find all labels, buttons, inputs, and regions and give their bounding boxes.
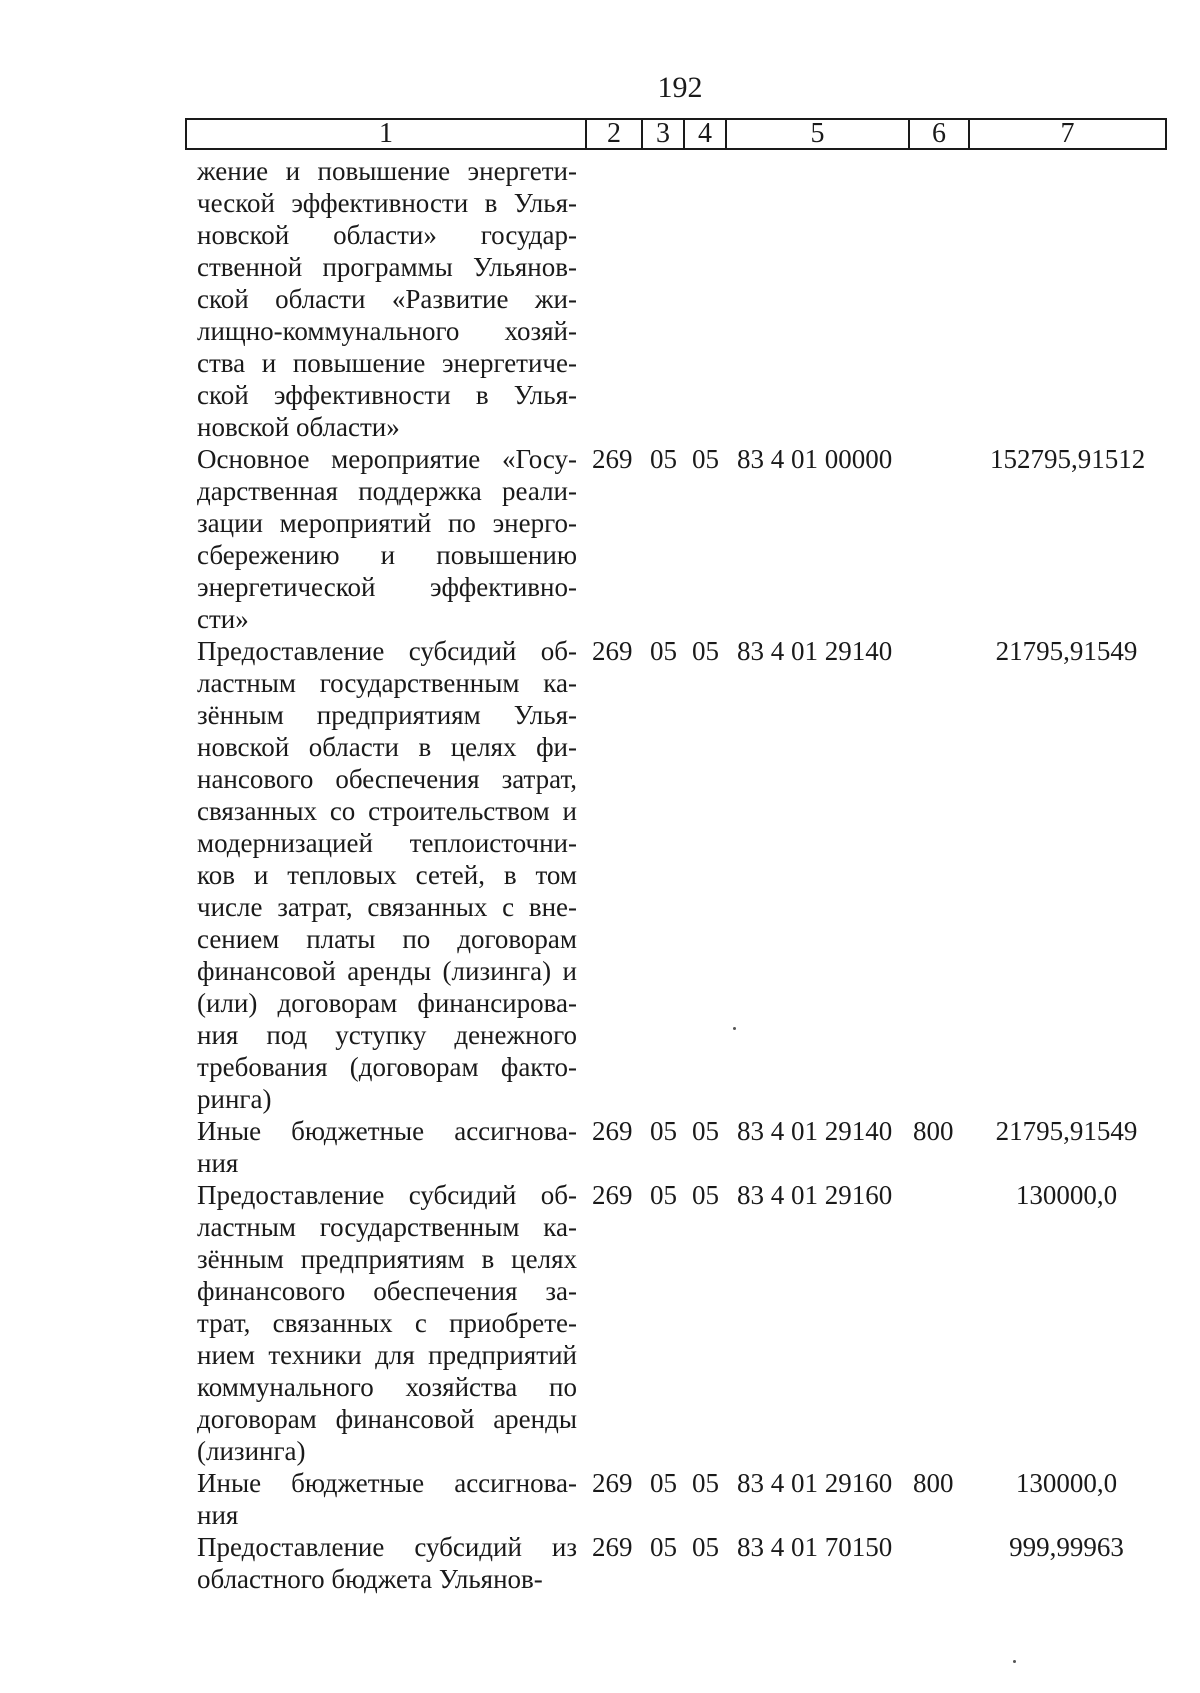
description-line: (лизинга) bbox=[197, 1436, 306, 1466]
description-line: связанных со строительством и bbox=[197, 796, 577, 826]
description-line: сбережению и повышению bbox=[197, 540, 577, 570]
description-line: новской области» bbox=[197, 412, 400, 442]
row-col-7: 999,99963 bbox=[1009, 1532, 1124, 1562]
description-line: Предоставление субсидий об- bbox=[197, 1180, 577, 1210]
row-col-7: 130000,0 bbox=[1015, 1468, 1118, 1498]
description-line: новской области» государ- bbox=[197, 220, 577, 250]
description-line: ской эффективности в Улья- bbox=[197, 380, 577, 410]
row-col-4: 05 bbox=[692, 1116, 719, 1146]
row-col-3: 05 bbox=[650, 1116, 677, 1146]
row-col-2: 269 bbox=[592, 636, 633, 666]
description-line: ческой эффективности в Улья- bbox=[197, 188, 577, 218]
description-line: ния под уступку денежного bbox=[197, 1020, 577, 1050]
row-col-3: 05 bbox=[650, 1532, 677, 1562]
row-col-5: 83 4 01 29140 bbox=[737, 636, 893, 666]
description-line: нансового обеспечения затрат, bbox=[197, 764, 577, 794]
description-line: трат, связанных с приобрете- bbox=[197, 1308, 577, 1338]
description-line: (или) договорам финансирова- bbox=[197, 988, 577, 1018]
row-col-5: 83 4 01 00000 bbox=[737, 444, 893, 474]
description-line: ния bbox=[197, 1500, 239, 1530]
description-line: зации мероприятий по энерго- bbox=[197, 508, 577, 538]
row-col-3: 05 bbox=[650, 444, 677, 474]
header-col-7: 7 bbox=[968, 120, 1165, 148]
row-col-6: 800 bbox=[913, 1468, 954, 1498]
row-col-5: 83 4 01 29140 bbox=[737, 1116, 893, 1146]
row-col-3: 05 bbox=[650, 636, 677, 666]
description-line: энергетической эффективно- bbox=[197, 572, 577, 602]
row-col-2: 269 bbox=[592, 1180, 633, 1210]
description-line: финансовой аренды (лизинга) и bbox=[197, 956, 577, 986]
description-line: лищно-коммунального хозяй- bbox=[197, 316, 577, 346]
page-number: 192 bbox=[657, 71, 703, 104]
description-line: Предоставление субсидий из bbox=[197, 1532, 577, 1562]
description-line: сти» bbox=[197, 604, 249, 634]
row-col-4: 05 bbox=[692, 444, 719, 474]
description-line: дарственная поддержка реали- bbox=[197, 476, 577, 506]
row-col-4: 05 bbox=[692, 1180, 719, 1210]
description-line: новской области в целях фи- bbox=[197, 732, 577, 762]
description-line: Иные бюджетные ассигнова- bbox=[197, 1468, 577, 1498]
row-col-7: 21795,91549 bbox=[995, 636, 1138, 666]
description-line: модернизацией теплоисточни- bbox=[197, 828, 577, 858]
row-col-2: 269 bbox=[592, 1116, 633, 1146]
scan-speck bbox=[1013, 1660, 1016, 1663]
row-col-2: 269 bbox=[592, 444, 633, 474]
row-description bbox=[197, 1179, 577, 1467]
row-col-2: 269 bbox=[592, 1468, 633, 1498]
description-line: зённым предприятиям Улья- bbox=[197, 700, 577, 730]
row-col-6: 800 bbox=[913, 1116, 954, 1146]
description-line: договорам финансовой аренды bbox=[197, 1404, 577, 1434]
row-col-7: 21795,91549 bbox=[995, 1116, 1138, 1146]
row-col-4: 05 bbox=[692, 1468, 719, 1498]
row-col-5: 83 4 01 70150 bbox=[737, 1532, 893, 1562]
row-description bbox=[197, 155, 577, 443]
row-description bbox=[197, 1467, 577, 1531]
description-line: ринга) bbox=[197, 1084, 272, 1114]
row-col-5: 83 4 01 29160 bbox=[737, 1180, 893, 1210]
row-col-4: 05 bbox=[692, 1532, 719, 1562]
header-col-4: 4 bbox=[683, 120, 725, 148]
description-line: ства и повышение энергетиче- bbox=[197, 348, 577, 378]
description-line: требования (договорам факто- bbox=[197, 1052, 577, 1082]
description-line: ственной программы Ульянов- bbox=[197, 252, 577, 282]
row-col-4: 05 bbox=[692, 636, 719, 666]
header-col-3: 3 bbox=[641, 120, 683, 148]
header-col-5: 5 bbox=[725, 120, 908, 148]
scan-speck bbox=[733, 1027, 736, 1030]
description-line: финансового обеспечения за- bbox=[197, 1276, 577, 1306]
description-line: ния bbox=[197, 1148, 239, 1178]
row-description bbox=[197, 443, 577, 635]
description-line: Предоставление субсидий об- bbox=[197, 636, 577, 666]
description-line: Иные бюджетные ассигнова- bbox=[197, 1116, 577, 1146]
row-col-2: 269 bbox=[592, 1532, 633, 1562]
description-line: ской области «Развитие жи- bbox=[197, 284, 577, 314]
description-line: областного бюджета Ульянов- bbox=[197, 1564, 543, 1594]
row-col-3: 05 bbox=[650, 1180, 677, 1210]
description-line: ластным государственным ка- bbox=[197, 1212, 577, 1242]
row-col-3: 05 bbox=[650, 1468, 677, 1498]
description-line: сением платы по договорам bbox=[197, 924, 577, 954]
description-line: жение и повышение энергети- bbox=[197, 156, 577, 186]
description-line: Основное мероприятие «Госу- bbox=[197, 444, 577, 474]
description-line: зённым предприятиям в целях bbox=[197, 1244, 577, 1274]
description-line: коммунального хозяйства по bbox=[197, 1372, 577, 1402]
row-description bbox=[197, 1115, 577, 1179]
row-col-7: 130000,0 bbox=[1015, 1180, 1118, 1210]
description-line: ластным государственным ка- bbox=[197, 668, 577, 698]
header-col-6: 6 bbox=[908, 120, 968, 148]
row-description bbox=[197, 635, 577, 1115]
row-col-5: 83 4 01 29160 bbox=[737, 1468, 893, 1498]
description-line: нием техники для предприятий bbox=[197, 1340, 577, 1370]
row-description bbox=[197, 1531, 577, 1595]
table-header bbox=[185, 118, 1167, 150]
row-col-7: 152795,91512 bbox=[990, 444, 1146, 474]
description-line: ков и тепловых сетей, в том bbox=[197, 860, 577, 890]
header-col-1: 1 bbox=[379, 118, 393, 149]
header-col-2: 2 bbox=[585, 120, 641, 148]
description-line: числе затрат, связанных с вне- bbox=[197, 892, 577, 922]
